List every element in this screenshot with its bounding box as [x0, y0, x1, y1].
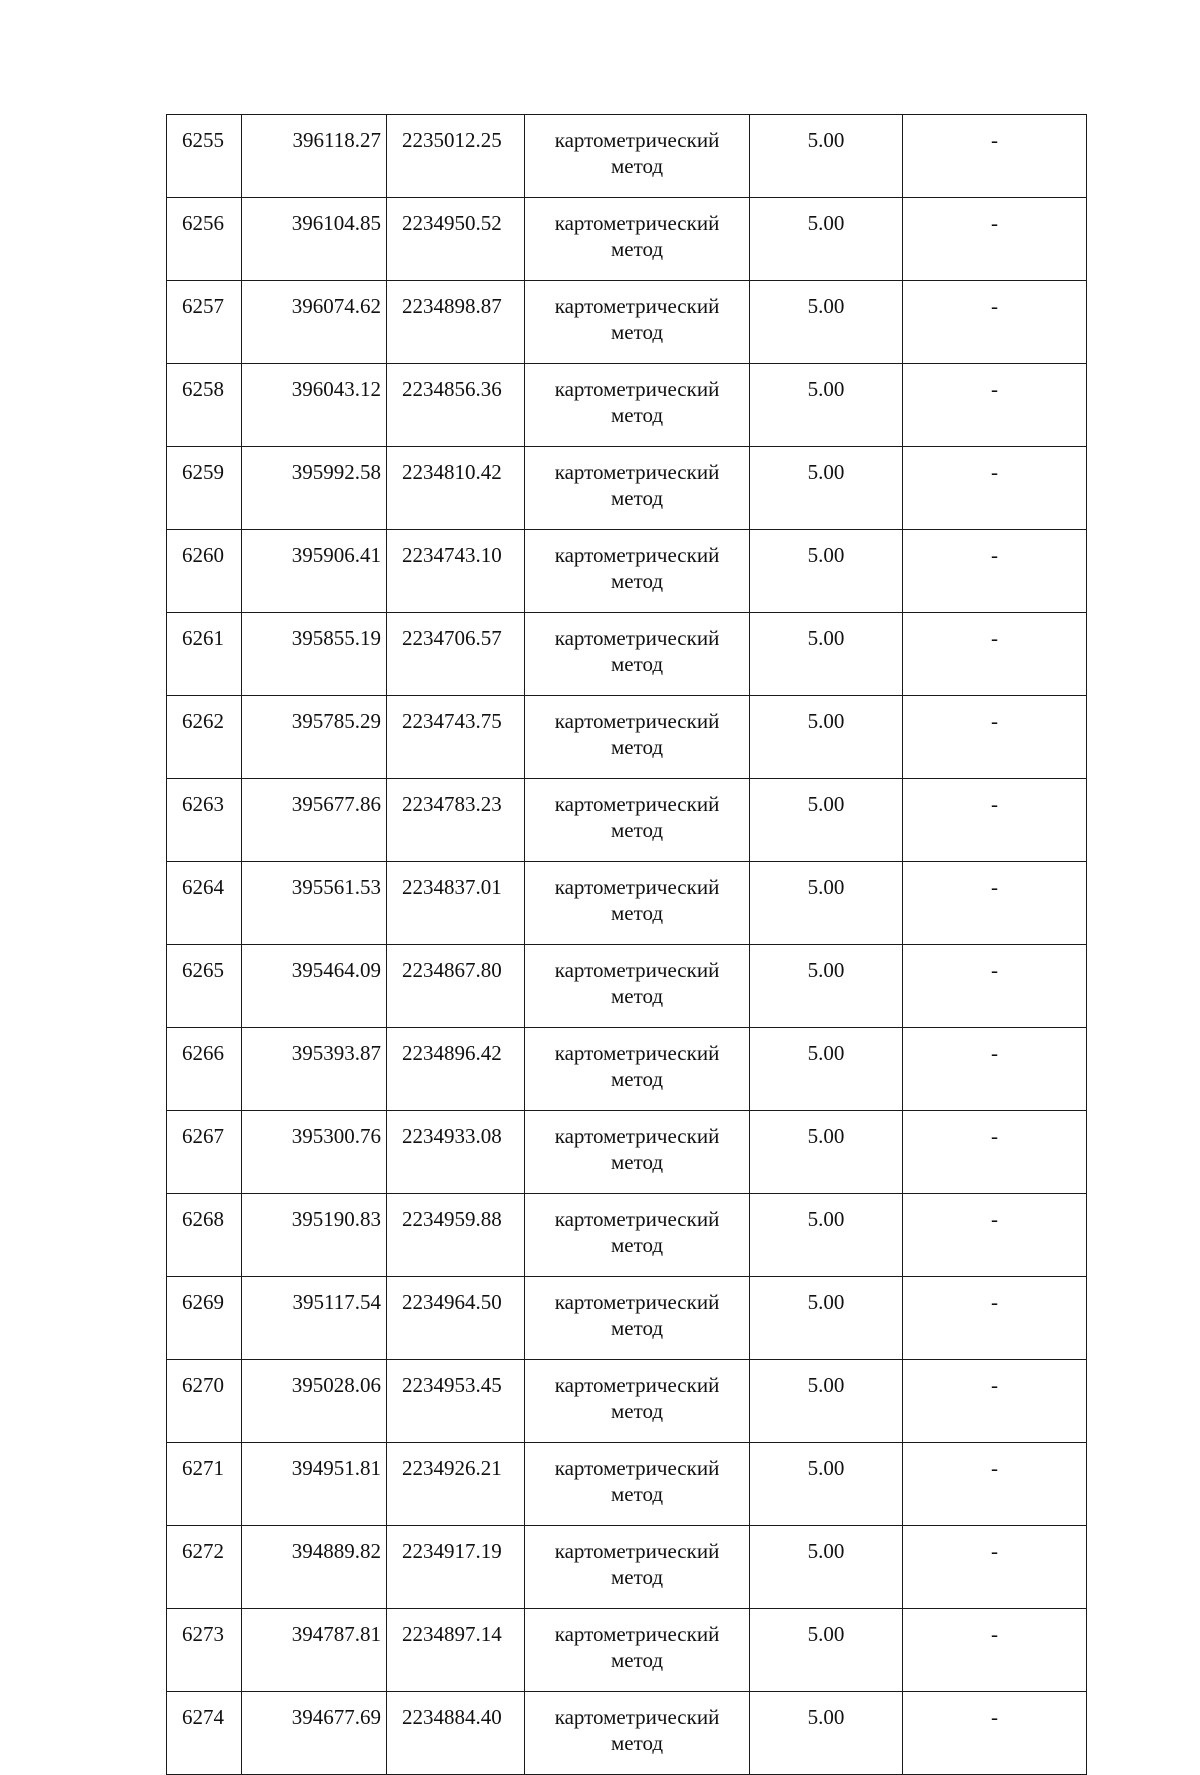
- accuracy-cell: 5.00: [750, 1692, 903, 1775]
- y-coordinate-cell: 2234953.45: [387, 1360, 525, 1443]
- table-row: [167, 1028, 1087, 1111]
- accuracy-cell: 5.00: [750, 1277, 903, 1360]
- method-line-1: картометрический: [554, 460, 720, 484]
- y-coordinate-cell: 2234706.57: [387, 613, 525, 696]
- table-row: [167, 364, 1087, 447]
- accuracy-cell: 5.00: [750, 1028, 903, 1111]
- y-coordinate-cell: 2234950.52: [387, 198, 525, 281]
- accuracy-cell: 5.00: [750, 198, 903, 281]
- table-row: [167, 1360, 1087, 1443]
- method-line-2: метод: [610, 652, 664, 676]
- method-line-2: метод: [610, 486, 664, 510]
- x-coordinate-cell: 396104.85: [242, 198, 387, 281]
- note-cell: -: [903, 1028, 1087, 1111]
- x-coordinate-cell: 395561.53: [242, 862, 387, 945]
- method-line-1: картометрический: [554, 211, 720, 235]
- method-line-2: метод: [610, 237, 664, 261]
- accuracy-cell: 5.00: [750, 862, 903, 945]
- method-cell: [525, 1443, 750, 1526]
- note-cell: -: [903, 530, 1087, 613]
- method-line-1: картометрический: [554, 294, 720, 318]
- point-number-cell: 6268: [167, 1194, 242, 1277]
- table-row: [167, 1526, 1087, 1609]
- method-cell: [525, 862, 750, 945]
- method-cell: [525, 779, 750, 862]
- method-line-2: метод: [610, 1316, 664, 1340]
- accuracy-cell: 5.00: [750, 613, 903, 696]
- point-number-cell: 6270: [167, 1360, 242, 1443]
- method-line-1: картометрический: [554, 709, 720, 733]
- accuracy-cell: 5.00: [750, 1526, 903, 1609]
- method-line-2: метод: [610, 818, 664, 842]
- table-row: [167, 1692, 1087, 1775]
- table-row: [167, 1111, 1087, 1194]
- y-coordinate-cell: 2234884.40: [387, 1692, 525, 1775]
- method-line-1: картометрический: [554, 543, 720, 567]
- point-number-cell: 6269: [167, 1277, 242, 1360]
- table-row: [167, 530, 1087, 613]
- y-coordinate-cell: 2234837.01: [387, 862, 525, 945]
- note-cell: -: [903, 1692, 1087, 1775]
- x-coordinate-cell: 395992.58: [242, 447, 387, 530]
- accuracy-cell: 5.00: [750, 447, 903, 530]
- method-cell: [525, 198, 750, 281]
- y-coordinate-cell: 2234926.21: [387, 1443, 525, 1526]
- note-cell: -: [903, 945, 1087, 1028]
- method-cell: [525, 447, 750, 530]
- point-number-cell: 6274: [167, 1692, 242, 1775]
- method-line-1: картометрический: [554, 626, 720, 650]
- x-coordinate-cell: 394951.81: [242, 1443, 387, 1526]
- method-line-1: картометрический: [554, 1124, 720, 1148]
- note-cell: -: [903, 281, 1087, 364]
- point-number-cell: 6271: [167, 1443, 242, 1526]
- y-coordinate-cell: 2234964.50: [387, 1277, 525, 1360]
- table-row: [167, 198, 1087, 281]
- note-cell: -: [903, 1277, 1087, 1360]
- accuracy-cell: 5.00: [750, 1360, 903, 1443]
- method-line-2: метод: [610, 1233, 664, 1257]
- method-line-2: метод: [610, 1399, 664, 1423]
- accuracy-cell: 5.00: [750, 1111, 903, 1194]
- note-cell: -: [903, 1111, 1087, 1194]
- method-line-2: метод: [610, 1731, 664, 1755]
- method-cell: [525, 1277, 750, 1360]
- method-cell: [525, 1028, 750, 1111]
- method-line-2: метод: [610, 1067, 664, 1091]
- accuracy-cell: 5.00: [750, 945, 903, 1028]
- y-coordinate-cell: 2234898.87: [387, 281, 525, 364]
- method-line-2: метод: [610, 1482, 664, 1506]
- method-cell: [525, 696, 750, 779]
- method-line-1: картометрический: [554, 1539, 720, 1563]
- point-number-cell: 6263: [167, 779, 242, 862]
- table-row: [167, 779, 1087, 862]
- method-cell: [525, 1111, 750, 1194]
- table-body: [167, 115, 1087, 1775]
- table-row: [167, 115, 1087, 198]
- accuracy-cell: 5.00: [750, 364, 903, 447]
- method-line-1: картометрический: [554, 958, 720, 982]
- point-number-cell: 6266: [167, 1028, 242, 1111]
- x-coordinate-cell: 395300.76: [242, 1111, 387, 1194]
- note-cell: -: [903, 862, 1087, 945]
- method-line-2: метод: [610, 1565, 664, 1589]
- y-coordinate-cell: 2234959.88: [387, 1194, 525, 1277]
- x-coordinate-cell: 394677.69: [242, 1692, 387, 1775]
- x-coordinate-cell: 395117.54: [242, 1277, 387, 1360]
- accuracy-cell: 5.00: [750, 779, 903, 862]
- point-number-cell: 6256: [167, 198, 242, 281]
- table-row: [167, 1609, 1087, 1692]
- method-cell: [525, 1360, 750, 1443]
- table-row: [167, 613, 1087, 696]
- point-number-cell: 6257: [167, 281, 242, 364]
- point-number-cell: 6260: [167, 530, 242, 613]
- method-cell: [525, 945, 750, 1028]
- note-cell: -: [903, 1609, 1087, 1692]
- x-coordinate-cell: 396074.62: [242, 281, 387, 364]
- x-coordinate-cell: 394787.81: [242, 1609, 387, 1692]
- point-number-cell: 6267: [167, 1111, 242, 1194]
- accuracy-cell: 5.00: [750, 696, 903, 779]
- y-coordinate-cell: 2235012.25: [387, 115, 525, 198]
- point-number-cell: 6259: [167, 447, 242, 530]
- point-number-cell: 6255: [167, 115, 242, 198]
- table-row: [167, 696, 1087, 779]
- method-line-2: метод: [610, 154, 664, 178]
- coordinates-table: [166, 114, 1087, 1775]
- table-row: [167, 281, 1087, 364]
- table-row: [167, 1194, 1087, 1277]
- y-coordinate-cell: 2234810.42: [387, 447, 525, 530]
- note-cell: -: [903, 613, 1087, 696]
- note-cell: -: [903, 447, 1087, 530]
- point-number-cell: 6264: [167, 862, 242, 945]
- point-number-cell: 6261: [167, 613, 242, 696]
- x-coordinate-cell: 395906.41: [242, 530, 387, 613]
- accuracy-cell: 5.00: [750, 1443, 903, 1526]
- point-number-cell: 6262: [167, 696, 242, 779]
- method-cell: [525, 364, 750, 447]
- method-line-2: метод: [610, 569, 664, 593]
- method-cell: [525, 281, 750, 364]
- note-cell: -: [903, 364, 1087, 447]
- note-cell: -: [903, 1443, 1087, 1526]
- note-cell: -: [903, 1194, 1087, 1277]
- method-cell: [525, 115, 750, 198]
- method-line-1: картометрический: [554, 1705, 720, 1729]
- note-cell: -: [903, 779, 1087, 862]
- y-coordinate-cell: 2234933.08: [387, 1111, 525, 1194]
- point-number-cell: 6272: [167, 1526, 242, 1609]
- method-cell: [525, 1526, 750, 1609]
- method-line-1: картометрический: [554, 128, 720, 152]
- method-line-2: метод: [610, 984, 664, 1008]
- table-row: [167, 945, 1087, 1028]
- y-coordinate-cell: 2234856.36: [387, 364, 525, 447]
- method-cell: [525, 1692, 750, 1775]
- y-coordinate-cell: 2234743.75: [387, 696, 525, 779]
- method-line-1: картометрический: [554, 1041, 720, 1065]
- accuracy-cell: 5.00: [750, 1609, 903, 1692]
- note-cell: -: [903, 1526, 1087, 1609]
- method-line-1: картометрический: [554, 377, 720, 401]
- table-row: [167, 447, 1087, 530]
- method-cell: [525, 530, 750, 613]
- method-line-1: картометрический: [554, 792, 720, 816]
- accuracy-cell: 5.00: [750, 115, 903, 198]
- method-line-2: метод: [610, 320, 664, 344]
- note-cell: -: [903, 696, 1087, 779]
- x-coordinate-cell: 395464.09: [242, 945, 387, 1028]
- method-cell: [525, 613, 750, 696]
- point-number-cell: 6273: [167, 1609, 242, 1692]
- y-coordinate-cell: 2234897.14: [387, 1609, 525, 1692]
- note-cell: -: [903, 1360, 1087, 1443]
- x-coordinate-cell: 395190.83: [242, 1194, 387, 1277]
- method-line-1: картометрический: [554, 1373, 720, 1397]
- method-line-2: метод: [610, 901, 664, 925]
- x-coordinate-cell: 394889.82: [242, 1526, 387, 1609]
- y-coordinate-cell: 2234743.10: [387, 530, 525, 613]
- method-cell: [525, 1609, 750, 1692]
- accuracy-cell: 5.00: [750, 530, 903, 613]
- y-coordinate-cell: 2234783.23: [387, 779, 525, 862]
- x-coordinate-cell: 395785.29: [242, 696, 387, 779]
- table-row: [167, 1443, 1087, 1526]
- x-coordinate-cell: 396043.12: [242, 364, 387, 447]
- x-coordinate-cell: 395677.86: [242, 779, 387, 862]
- method-line-1: картометрический: [554, 1456, 720, 1480]
- x-coordinate-cell: 395393.87: [242, 1028, 387, 1111]
- note-cell: -: [903, 115, 1087, 198]
- point-number-cell: 6258: [167, 364, 242, 447]
- method-line-2: метод: [610, 735, 664, 759]
- method-cell: [525, 1194, 750, 1277]
- method-line-1: картометрический: [554, 875, 720, 899]
- y-coordinate-cell: 2234896.42: [387, 1028, 525, 1111]
- accuracy-cell: 5.00: [750, 281, 903, 364]
- y-coordinate-cell: 2234917.19: [387, 1526, 525, 1609]
- x-coordinate-cell: 395028.06: [242, 1360, 387, 1443]
- method-line-2: метод: [610, 403, 664, 427]
- note-cell: -: [903, 198, 1087, 281]
- method-line-2: метод: [610, 1150, 664, 1174]
- point-number-cell: 6265: [167, 945, 242, 1028]
- y-coordinate-cell: 2234867.80: [387, 945, 525, 1028]
- table-row: [167, 862, 1087, 945]
- table-row: [167, 1277, 1087, 1360]
- method-line-1: картометрический: [554, 1290, 720, 1314]
- method-line-1: картометрический: [554, 1207, 720, 1231]
- x-coordinate-cell: 395855.19: [242, 613, 387, 696]
- accuracy-cell: 5.00: [750, 1194, 903, 1277]
- method-line-1: картометрический: [554, 1622, 720, 1646]
- method-line-2: метод: [610, 1648, 664, 1672]
- x-coordinate-cell: 396118.27: [242, 115, 387, 198]
